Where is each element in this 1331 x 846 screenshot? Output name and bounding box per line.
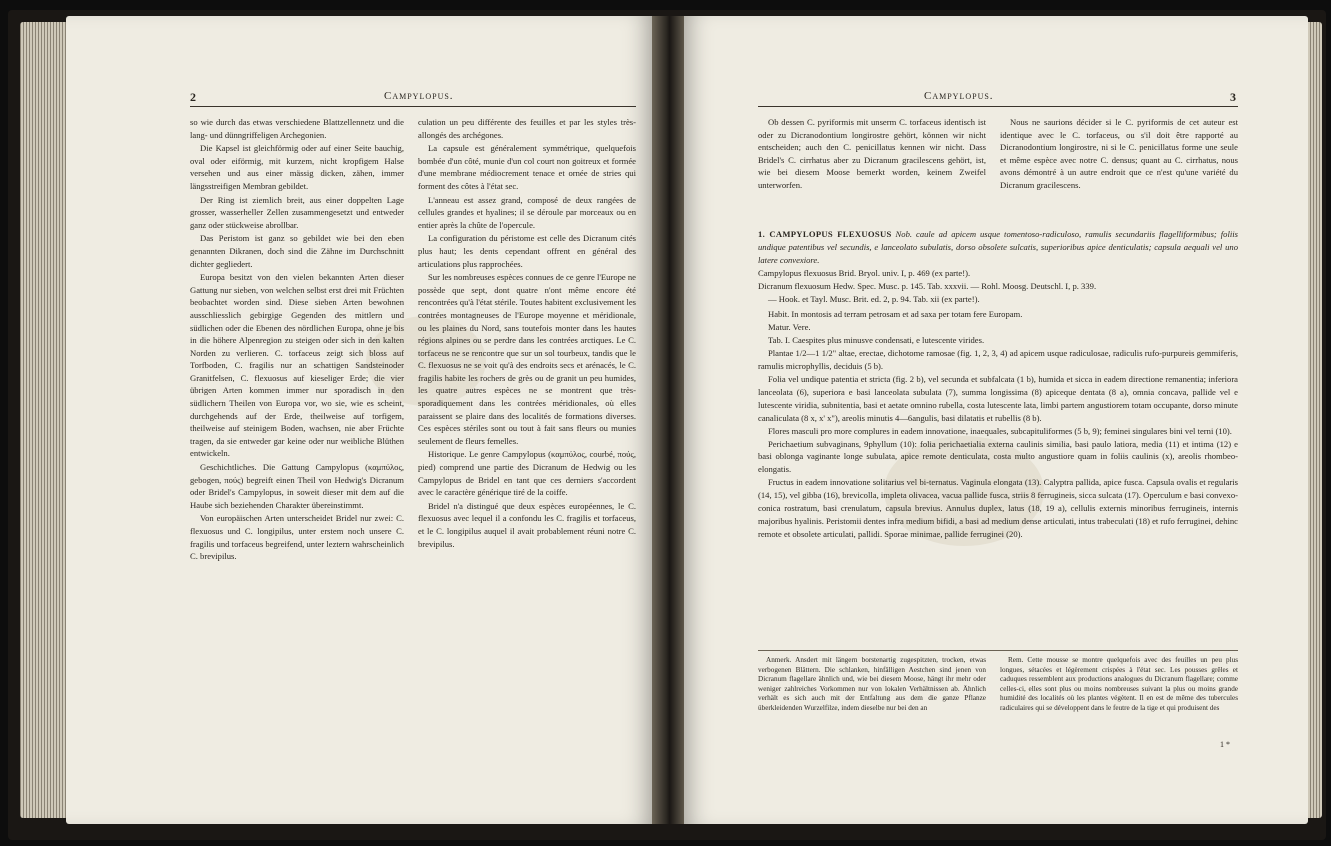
german-intro [758,116,986,193]
right-page [684,16,1308,824]
book-gutter [652,16,684,824]
paragraph: so wie durch das etwas verschiedene Blattzellennetz und die lang- und dünngriffeligen Archegonien. [190,117,404,140]
paragraph: Geschichtliches. Die Gattung Campylopus (καμπύλος, gebogen, πούς) begreift einen Theil von Hedwig's Dicranum oder Bridel's Campylopus, in soweit dieser mit dem auf die Haube sich beziehenden Charakter übereinstimmt. [190,462,404,510]
paragraph: L'anneau est assez grand, composé de deux rangées de cellules grandes et hyalines; il se déroule par morceaux ou en entier après la chûte de l'opercule. [418,194,636,230]
paragraph: Matur. Vere. [768,322,811,333]
signature-mark: 1 * [1220,740,1230,749]
paragraph: Sur les nombreuses espèces connues de ce genre l'Europe ne possède que sept, dont quatre n'ont même encore été rencontrées qu'à l'état stérile. Toutes habitent exclusivement les contrées montagneuses de l'Europe moyenne et méridionale, ou les plaines du Nord, sans toutefois monter dans les hautes régions alpines ou se perdre dans les contrées arctiques. Le C. torfaceus ne se rencontre que sur un sol tourbeux, tandis que le C. flexuosus ne se voit qu'à des endroits secs et arénacés, le C. fragilis habite les rochers de grès ou de granit un peu humides, les quatre autres espèces ne se montrent que très-sporadiquement dans les contrées méridionales, où elles paraissent se plaire dans des localités de formations diverses. Ces espèces stériles sont ou tout à fait sans fleurs ou munies seulement de fleurs femelles. [418,272,636,446]
page-number: 3 [1230,90,1236,104]
paragraph: Tab. I. Caespites plus minusve condensati, e lutescente virides. [768,335,985,346]
paragraph: Der Ring ist ziemlich breit, aus einer doppelten Lage grosser, wasserheller Zellen zusammengesetzt und entweder ganz oder stückweise abrollbar. [190,194,404,230]
paragraph: culation un peu différente des feuilles et par les styles très-allongés des archégones. [418,117,636,140]
note-text: Anmerk. Ansdert mit längern borstenartig zugespitzten, trocken, etwas verbogenen Blättern. Die schlanken, hinfälligen Aestchen sind jenen von Dicranum flagellare ähnlich und, wie bei diesem Moose, hängt ihr mehr oder weniger zahlreiches Vorkommen nur von lokalen Verhältnissen ab. Ähnlich verhält es sich auch mit der Entfaltung aus dem die ganze Pflanze überkleidenden Wurzelfilze, indem dieselbe nur bei den an [758,656,986,712]
paragraph: Flores masculi pro more complures in eadem innovatione, inaequales, subcapituliformes (5 b, 9); feminei singulares bini vel terni (10). [768,425,1232,436]
paragraph: Bridel n'a distingué que deux espèces européennes, le C. flexuosus avec lequel il a confondu les C. fragilis et torfaceus, et le C. longipilus auquel il avait probablement réuni notre C. brevipilus. [418,500,636,549]
running-head: Campylopus. [924,90,994,102]
paragraph: Folia vel undique patentia et stricta (fig. 2 b), vel secunda et subfalcata (1 b), humida et sicca in eadem directione remanentia; inferiora lanceolata (6), superiora e basi lanceolata subulata (7), summa longissima (8) apiceque dentata (8 a), omnia concava, pallide vel e lutescente viridia, subnitentia, basi et aetate omnino rubella, costa lutescente lata, limbi partem angustiorem totam occupante, dorso minute canaliculata (8 x, x' x"), areolis minutis 4—6angulis, basi dilatatis et rubellis (8 b). [758,373,1238,423]
synonym: Campylopus flexuosus Brid. Bryol. univ. I, p. 469 (ex parte!). [758,267,971,278]
synonym: Dicranum flexuosum Hedw. Spec. Musc. p. 145. Tab. xxxvii. — Rohl. Moosg. Deutschl. I, p. 339. [758,280,1097,291]
german-column [190,116,404,564]
note-text: Rem. Cette mousse se montre quelquefois avec des feuilles un peu plus longues, sétacées et légèrement crispées à l'état sec. Les pousses grêles et caduques ressemblent aux productions analogues du Dicranum flagellare; comme celles-ci, elles sont plus ou moins nombreuses suivant la plus ou moins grande humidité des localités où les plantes végètent. Il en est de même des tubercules radiculaires qui se développent dans le feutre de la tige et qui produisent des [1000,656,1238,712]
paragraph: Von europäischen Arten unterscheidet Bridel nur zwei: C. flexuosus und C. longipilus, unter erstem noch unsere C. fragilis und torfaceus begreifend, unter leztern wahrscheinlich C. brevipilus. [190,513,404,562]
paragraph: Ob dessen C. pyriformis mit unserm C. torfaceus identisch ist oder zu Dicranodontium longirostre gehört, können wir nicht entscheiden; auch den C. penicillatus kennen wir nicht. Dass Bridel's C. cirrhatus aber zu Dicranum gracilescens gehört, ist, wie bei diesem Moose bemerkt worden, keinem Zweifel unterworfen. [758,117,986,190]
paragraph: Nous ne saurions décider si le C. pyriformis de cet auteur est identique avec le C. torfaceus, ou s'il doit être rapporté au Dicranodontium longirostre, ni si le C. penicillatus forme une seule et même espèce avec notre C. densus; quant au C. cirrhatus, nous avons démontré à un autre endroit que ce n'est qu'une variété du Dicranum gracilescens. [1000,117,1238,190]
species-diagnosis: Nob. caule ad apicem usque tomentoso-radiculoso, ramulis secundariis flagelliformibus; foliis undique patentibus vel secundis, e lanceolato subulatis, dorso obsolete sulcatis, superioribus apice denticulatis; capsula aequali vel uno latere convexiore. [758,229,1238,265]
paragraph: Perichaetium subvaginans, 9phyllum (10): folia perichaetialia externa caulinis similia, basi paulo latiora, media (11) et intima (12) e basi oblonga vaginante longe subulata, apice remote denticulata, costa multo angustiore quam in foliis caulinis (x), areolis rhombeo-elongatis. [758,438,1238,475]
paragraph: La configuration du péristome est celle des Dicranum cités plus haut; les dents cependant offrent en général des articulations plus rapprochées. [418,233,636,269]
running-head: Campylopus. [384,90,454,102]
left-page [66,16,652,824]
footnote-french [1000,656,1238,714]
paragraph: Habit. In montosis ad terram petrosam et ad saxa per totam fere Europam. [768,309,1023,320]
paragraph: Die Kapsel ist gleichförmig oder auf einer Seite bauchig, oval oder eiförmig, mit kurzem, nicht kropfigem Halse versehen und aus einer mässig dicken, zähen, immer längsstreifigen Membran gebildet. [190,143,404,191]
left-page-stack [20,22,66,818]
header-rule [190,106,636,107]
paragraph: Europa besitzt von den vielen bekannten Arten dieser Gattung nur sieben, von welchen selbst erst drei mit Früchten beobachtet worden sind. Diese sieben Arten bewohnen ausschliesslich gebirgige Gegenden des mittlern und südlichen oder die Ebenen des nördlichen Europa, ohne je bis in die höhere Alpenregion zu steigen oder sich in den kalten Norden zu verlieren. C. torfaceus zeigt sich bloss auf Torfboden, C. fragilis nur an schattigen Sandsteinoder Granitfelsen, C. flexuosus auf kieseliger Erde; die vier übrigen Arten kommen immer nur sporadisch in den südlichern Theilen von Europa vor, wo sie, wie es scheint, durchgehends auf der Erde, theilweise auf torfigem, theilweise auf steinigem Boden, wachsen, nie aber Früchte tragen, da sie entweder gar keine oder nur weibliche Blüthen entwickeln. [190,272,404,459]
right-page-stack [1308,22,1322,818]
paragraph: Fructus in eadem innovatione solitarius vel bi-ternatus. Vaginula elongata (13). Calyptra pallida, apice fusca. Capsula ovalis et regularis (14, 15), vel gibba (16), brevicolla, impleta olivacea, vacua pallide fusca, striis 8 ferrugineis, sicca sulcata (17). Operculum e basi convexo-conica rostratum, basi crenulatum, capsula brevius. Annulus duplex, latus (18, 19 a), cellulis externis minoribus ferrugineis, internis majoribus hyalinis. Peristomii dentes infra medium bifidi, a basi ad medium dense articulati, intus trabeculati (18) et rufo ferruginei, dehinc remote et obsolete articulati, pallidi. Sporae minimae, pallide ferruginei (20). [758,477,1238,539]
paragraph: Historique. Le genre Campylopus (καμπύλος, courbé, πούς, pied) comprend une partie des Dicranum de Hedwig ou les Campylopus de Bridel en tant que ces derniers s'accordent avec le caractère générique tiré de la coiffe. [418,449,636,498]
species-description [758,228,1238,541]
french-intro [1000,116,1238,193]
page-number: 2 [190,90,196,104]
french-column [418,116,636,551]
footnote-rule [758,650,1238,651]
header-rule [758,106,1238,107]
paragraph: La capsule est généralement symmétrique, quelquefois bombée d'un côté, munie d'un col court non goitreux et formée d'une membrane médiocrement tenace et ornée de stries qui forment des côtes à l'état sec. [418,143,636,191]
paragraph: Das Peristom ist ganz so gebildet wie bei den eben genannten Dikranen, doch sind die Zähne im Durchschnitt dichter gegliedert. [190,233,404,269]
synonym: — Hook. et Tayl. Musc. Brit. ed. 2, p. 94. Tab. xii (ex parte!). [768,293,980,304]
footnote-german [758,656,986,714]
species-heading: 1. CAMPYLOPUS FLEXUOSUS [758,229,892,239]
paragraph: Plantae 1/2—1 1/2" altae, erectae, dichotome ramosae (fig. 1, 2, 3, 4) ad apicem usque radiculosae, radiculis rufo-purpureis gemmiferis, ramulis microphyllis, deciduis (5 b). [758,348,1238,372]
species-entry [758,228,1238,267]
